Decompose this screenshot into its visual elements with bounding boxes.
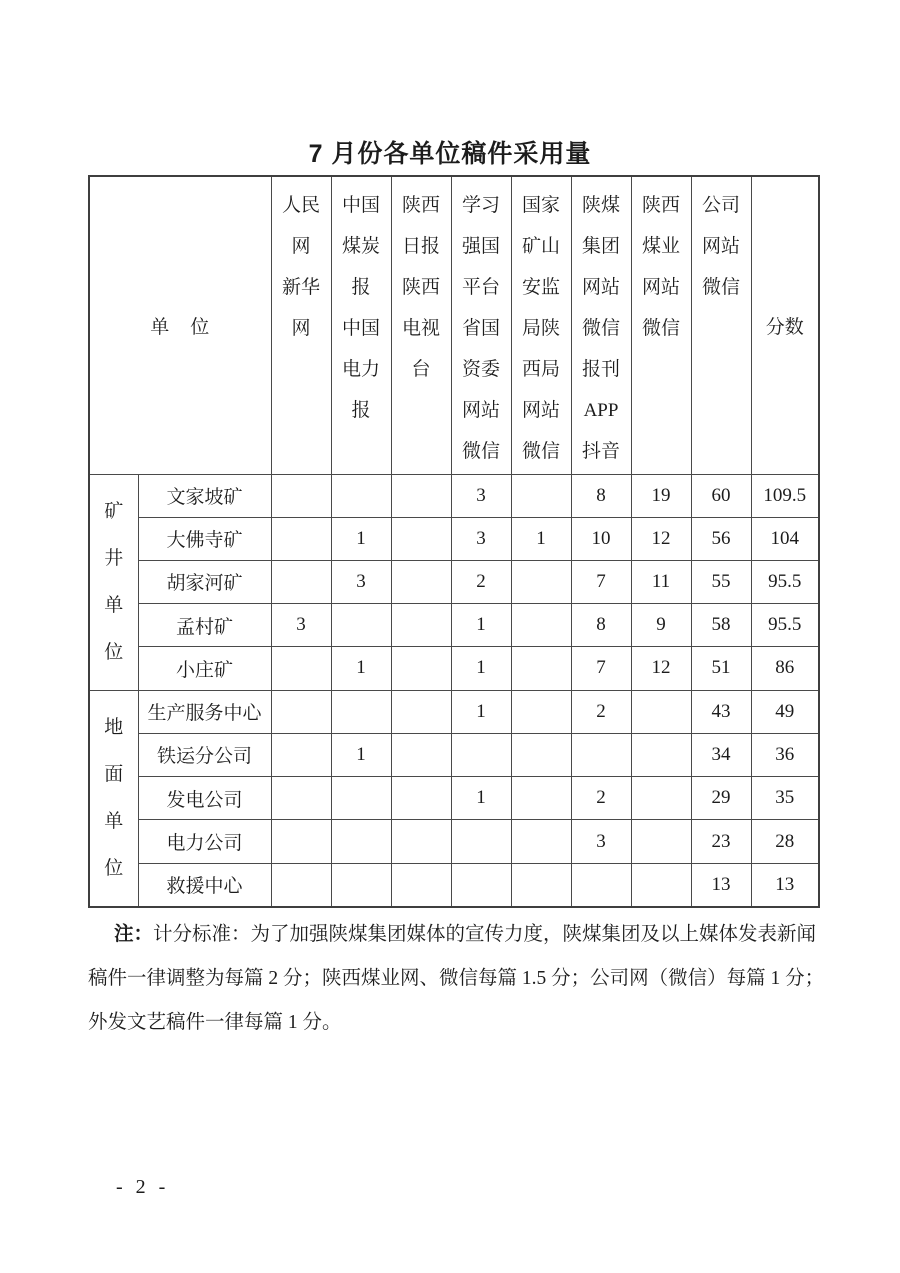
group-label-char: 地 (104, 716, 124, 738)
header-line: 日报 (402, 236, 441, 257)
value-cell: 1 (451, 777, 511, 820)
value-cell (631, 863, 691, 906)
value-cell (511, 604, 571, 647)
group-label-cell-mine (89, 474, 138, 690)
unit-name-cell: 发电公司 (138, 777, 271, 820)
value-cell: 1 (451, 690, 511, 733)
unit-column-header: 单 位 (89, 176, 271, 474)
header-line: 陕西 (402, 195, 441, 216)
value-cell: 1 (331, 517, 391, 560)
value-cell: 58 (691, 604, 751, 647)
value-cell (391, 560, 451, 603)
value-cell (511, 474, 571, 517)
score-cell: 49 (751, 690, 819, 733)
unit-name-cell: 大佛寺矿 (138, 517, 271, 560)
value-cell (391, 820, 451, 863)
value-cell: 2 (571, 690, 631, 733)
value-cell (511, 863, 571, 906)
group-label-char: 位 (104, 641, 124, 663)
group-label-char: 单 (104, 810, 124, 832)
value-cell (451, 863, 511, 906)
value-cell: 2 (571, 777, 631, 820)
score-cell: 35 (751, 777, 819, 820)
note-label: 注： (114, 923, 154, 945)
header-line: 强国 (462, 236, 501, 257)
unit-name-cell: 救援中心 (138, 863, 271, 906)
group-label-vertical (90, 691, 138, 906)
value-cell (391, 474, 451, 517)
header-line: 省国 (462, 318, 501, 339)
value-cell (571, 863, 631, 906)
adoption-table (88, 175, 820, 908)
group-label-char: 位 (104, 857, 124, 879)
value-cell: 3 (271, 604, 331, 647)
header-line: 中国 (342, 195, 381, 216)
media-column-header-shanximeiye (631, 176, 691, 474)
media-column-header-renminwang (271, 176, 331, 474)
score-column-header: 分数 (751, 176, 819, 474)
table-row (89, 690, 819, 733)
value-cell: 3 (331, 560, 391, 603)
media-header-lines (272, 177, 331, 349)
header-line: 微信 (582, 318, 621, 339)
value-cell: 11 (631, 560, 691, 603)
header-line: 微信 (642, 318, 681, 339)
table-row (89, 733, 819, 776)
value-cell: 43 (691, 690, 751, 733)
score-cell: 95.5 (751, 604, 819, 647)
value-cell: 1 (331, 647, 391, 690)
group-label-vertical (90, 475, 138, 690)
value-cell: 1 (511, 517, 571, 560)
value-cell (331, 604, 391, 647)
header-line: 网站 (462, 400, 501, 421)
value-cell: 9 (631, 604, 691, 647)
score-cell: 109.5 (751, 474, 819, 517)
value-cell (271, 560, 331, 603)
value-cell (331, 863, 391, 906)
value-cell (271, 517, 331, 560)
group-label-char: 井 (104, 547, 124, 569)
header-line: 西局 (522, 359, 561, 380)
value-cell: 7 (571, 560, 631, 603)
header-line: 陕西 (402, 277, 441, 298)
value-cell (631, 690, 691, 733)
header-line: 煤炭 (342, 236, 381, 257)
media-column-header-meitanbao (331, 176, 391, 474)
value-cell (271, 777, 331, 820)
value-cell: 1 (451, 604, 511, 647)
page-number: - 2 - (116, 1176, 170, 1198)
header-line: 网站 (702, 236, 741, 257)
value-cell: 34 (691, 733, 751, 776)
table-row (89, 560, 819, 603)
media-header-lines (692, 177, 751, 308)
value-cell: 60 (691, 474, 751, 517)
table-row (89, 647, 819, 690)
value-cell (331, 690, 391, 733)
value-cell (511, 777, 571, 820)
value-cell: 56 (691, 517, 751, 560)
score-cell: 36 (751, 733, 819, 776)
value-cell (631, 733, 691, 776)
media-column-header-xuexiqiangguo (451, 176, 511, 474)
header-line: 局陕 (522, 318, 561, 339)
value-cell: 19 (631, 474, 691, 517)
score-cell: 28 (751, 820, 819, 863)
header-line: 网站 (522, 400, 561, 421)
value-cell (631, 777, 691, 820)
header-line: 微信 (702, 277, 741, 298)
group-label-char: 矿 (104, 500, 124, 522)
value-cell: 51 (691, 647, 751, 690)
header-line: 中国 (342, 318, 381, 339)
value-cell (511, 820, 571, 863)
media-column-header-shanmeijituan (571, 176, 631, 474)
value-cell (511, 560, 571, 603)
value-cell (391, 777, 451, 820)
table-row (89, 777, 819, 820)
unit-name-cell: 小庄矿 (138, 647, 271, 690)
header-line: 电视 (402, 318, 441, 339)
header-line: 电力 (342, 359, 381, 380)
header-line: 矿山 (522, 236, 561, 257)
header-line: 抖音 (582, 441, 621, 462)
value-cell (391, 863, 451, 906)
header-line: 报 (351, 277, 371, 298)
value-cell (451, 820, 511, 863)
header-line: 报 (351, 400, 371, 421)
header-line: 微信 (462, 441, 501, 462)
header-line: 台 (411, 359, 431, 380)
value-cell: 55 (691, 560, 751, 603)
media-header-lines (512, 177, 571, 472)
header-line: 网站 (642, 277, 681, 298)
table-row (89, 820, 819, 863)
value-cell: 29 (691, 777, 751, 820)
scoring-note (88, 912, 824, 1045)
value-cell (331, 820, 391, 863)
unit-name-cell: 胡家河矿 (138, 560, 271, 603)
media-header-lines (632, 177, 691, 349)
table-row (89, 517, 819, 560)
value-cell: 23 (691, 820, 751, 863)
header-line: 新华 (282, 277, 321, 298)
value-cell (571, 733, 631, 776)
value-cell (391, 647, 451, 690)
unit-name-cell: 生产服务中心 (138, 690, 271, 733)
table-row (89, 604, 819, 647)
group-label-cell-surface (89, 690, 138, 907)
value-cell: 3 (451, 474, 511, 517)
note-line (88, 912, 824, 957)
value-cell: 12 (631, 517, 691, 560)
group-label-char: 单 (104, 594, 124, 616)
score-cell: 95.5 (751, 560, 819, 603)
value-cell (391, 733, 451, 776)
header-line: 集团 (582, 236, 621, 257)
unit-name-cell: 铁运分公司 (138, 733, 271, 776)
header-line: 资委 (462, 359, 501, 380)
page-title: 7 月份各单位稿件采用量 (308, 140, 592, 168)
media-header-lines (392, 177, 451, 390)
note-text: 计分标准：为了加强陕煤集团媒体的宣传力度，陕煤集团及以上媒体发表新闻 (153, 924, 817, 945)
unit-name-cell: 电力公司 (138, 820, 271, 863)
value-cell (391, 517, 451, 560)
value-cell (391, 690, 451, 733)
value-cell: 2 (451, 560, 511, 603)
header-line: 煤业 (642, 236, 681, 257)
value-cell (511, 690, 571, 733)
value-cell (331, 474, 391, 517)
value-cell: 3 (451, 517, 511, 560)
header-line: 微信 (522, 441, 561, 462)
header-line: 陕煤 (582, 195, 621, 216)
value-cell: 1 (331, 733, 391, 776)
value-cell: 12 (631, 647, 691, 690)
value-cell: 10 (571, 517, 631, 560)
score-cell: 104 (751, 517, 819, 560)
value-cell (331, 777, 391, 820)
header-line: 陕西 (642, 195, 681, 216)
media-column-header-kuangshananjianju (511, 176, 571, 474)
value-cell (451, 733, 511, 776)
table-row (89, 863, 819, 906)
value-cell: 7 (571, 647, 631, 690)
unit-name-cell: 孟村矿 (138, 604, 271, 647)
value-cell (511, 647, 571, 690)
media-column-header-shanxiribao (391, 176, 451, 474)
media-header-lines (572, 177, 631, 472)
value-cell: 13 (691, 863, 751, 906)
score-cell: 86 (751, 647, 819, 690)
group-label-char: 面 (104, 763, 124, 785)
table-row (89, 474, 819, 517)
value-cell (271, 474, 331, 517)
value-cell: 3 (571, 820, 631, 863)
value-cell (271, 820, 331, 863)
value-cell (631, 820, 691, 863)
media-header-lines (332, 177, 391, 431)
value-cell (271, 863, 331, 906)
value-cell (511, 733, 571, 776)
header-line: 平台 (462, 277, 501, 298)
note-line: 外发文艺稿件一律每篇 1 分。 (88, 1012, 342, 1033)
header-line: 人民 (282, 195, 321, 216)
media-header-lines (452, 177, 511, 472)
header-line: 网站 (582, 277, 621, 298)
value-cell: 1 (451, 647, 511, 690)
header-line: 学习 (462, 195, 501, 216)
value-cell (271, 647, 331, 690)
header-line: 网 (291, 318, 311, 339)
header-line: 报刊 (582, 359, 621, 380)
value-cell: 8 (571, 474, 631, 517)
media-column-header-gongsiwangzhan (691, 176, 751, 474)
value-cell (271, 690, 331, 733)
value-cell: 8 (571, 604, 631, 647)
value-cell (391, 604, 451, 647)
score-cell: 13 (751, 863, 819, 906)
header-line: 公司 (702, 195, 741, 216)
header-line: 国家 (522, 195, 561, 216)
header-line: 网 (291, 236, 311, 257)
header-row (89, 176, 819, 474)
header-line: APP (583, 400, 619, 421)
unit-name-cell: 文家坡矿 (138, 474, 271, 517)
note-line: 稿件一律调整为每篇 2 分；陕西煤业网、微信每篇 1.5 分；公司网（微信）每篇 1 分； (88, 968, 825, 989)
header-line: 安监 (522, 277, 561, 298)
value-cell (271, 733, 331, 776)
